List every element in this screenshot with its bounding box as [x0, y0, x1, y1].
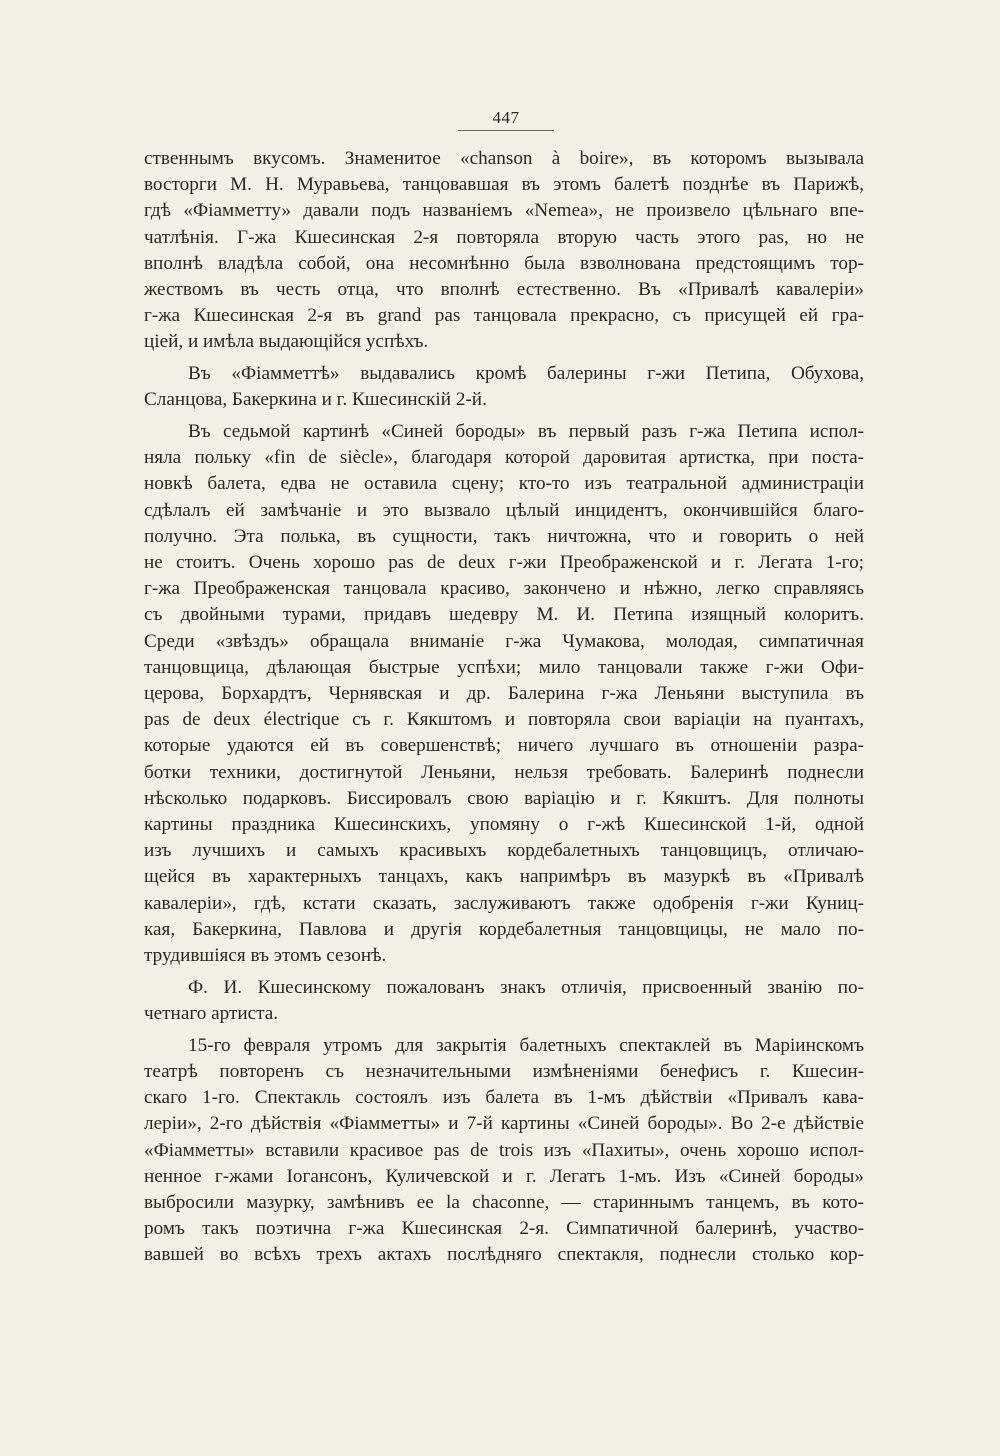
text-line: не стоитъ. Очень хорошо pas de deux г-жи Преображенской и г. Легата 1-го;: [144, 552, 864, 574]
text-line: выбросили мазурку, замѣнивъ ее la chaconne, — стариннымъ танцемъ, въ кото-: [144, 1191, 864, 1213]
text-line: нѣсколько подарковъ. Биссировалъ свою варіацію и г. Кякштъ. Для полноты: [144, 787, 864, 809]
text-line: гдѣ «Фіамметту» давали подъ названіемъ «Nemea», не произвело цѣльнаго впе-: [144, 200, 864, 222]
paragraph-4: [144, 975, 864, 1027]
text-line: картины праздника Кшесинскихъ, упомяну о г-жѣ Кшесинской 1-й, одной: [144, 814, 864, 836]
paragraph-1: [144, 146, 864, 356]
text-line: изъ лучшихъ и самыхъ красивыхъ кордебалетныхъ танцовщицъ, отличаю-: [144, 840, 864, 862]
body-text: [144, 146, 864, 1269]
text-line: театрѣ повторенъ съ незначительными измѣненіями бенефисъ г. Кшесин-: [144, 1060, 864, 1082]
text-line: вполнѣ владѣла собой, она несомнѣнно была взволнована предстоящимъ тор-: [144, 252, 864, 274]
text-line: жествомъ въ честь отца, что вполнѣ естественно. Въ «Привалѣ кавалеріи»: [144, 279, 864, 301]
paragraph-2: [144, 361, 864, 413]
text-line: ненное г-жами Іогансонъ, Куличевской и г. Легатъ 1-мъ. Изъ «Синей бороды»: [144, 1165, 864, 1187]
text-line: получно. Эта полька, въ сущности, такъ ничтожна, что и говорить о ней: [144, 525, 864, 547]
text-line: «Фіамметты» вставили красивое pas de trois изъ «Пахиты», очень хорошо испол-: [144, 1139, 864, 1161]
text-line: кавалеріи», гдѣ, кстати сказать, заслуживаютъ также одобренія г-жи Куниц-: [144, 892, 864, 914]
page-number: 447: [458, 108, 554, 131]
text-line: которые удаются ей въ совершенствѣ; ничего лучшаго въ отношеніи разра-: [144, 735, 864, 757]
text-line: pas de deux électrique съ г. Кякштомъ и повторяла свои варіаціи на пуантахъ,: [144, 709, 864, 731]
text-line: скаго 1-го. Спектакль состоялъ изъ балета въ 1-мъ дѣйствіи «Привалъ кава-: [144, 1087, 864, 1109]
paragraph-5: [144, 1033, 864, 1269]
text-line: танцовщица, дѣлающая быстрые успѣхи; мило танцовали также г-жи Офи-: [144, 656, 864, 678]
text-line: вавшей во всѣхъ трехъ актахъ послѣдняго спектакля, поднесли столько кор-: [144, 1244, 864, 1266]
text-line: г-жа Преображенская танцовала красиво, закончено и нѣжно, легко справляясь: [144, 578, 864, 600]
text-line: ціей, и имѣла выдающійся успѣхъ.: [144, 331, 429, 353]
text-line: ботки техники, достигнутой Леньяни, нельзя требовать. Балеринѣ поднесли: [144, 761, 864, 783]
text-line: Среди «звѣздъ» обращала вниманіе г-жа Чумакова, молодая, симпатичная: [144, 630, 864, 652]
text-line: съ двойными турами, придавъ шедевру М. И. Петипа изящный колоритъ.: [144, 604, 864, 626]
text-line: ственнымъ вкусомъ. Знаменитое «chanson à boire», въ которомъ вызывала: [144, 148, 864, 169]
text-line: чатлѣнія. Г-жа Кшесинская 2-я повторяла вторую часть этого pas, но не: [144, 226, 864, 248]
text-line: новкѣ балета, едва не оставила сцену; кто-то изъ театральной администраціи: [144, 473, 864, 495]
text-line: Сланцова, Бакеркина и г. Кшесинскій 2-й.: [144, 389, 487, 411]
text-line: трудившіяся въ этомъ сезонѣ.: [144, 945, 387, 967]
text-line: церова, Борхардтъ, Чернявская и др. Балерина г-жа Леньяни выступила въ: [144, 683, 864, 705]
text-line: Ф. И. Кшесинскому пожалованъ знакъ отличія, присвоенный званію по-: [188, 976, 864, 998]
text-line: кая, Бакеркина, Павлова и другія кордебалетныя танцовщицы, не мало по-: [144, 918, 864, 940]
text-line: щейся въ характерныхъ танцахъ, какъ напримѣръ въ мазуркѣ въ «Привалѣ: [144, 866, 864, 888]
text-line: леріи», 2-го дѣйствія «Фіамметты» и 7-й картины «Синей бороды». Во 2-е дѣйствіе: [144, 1113, 864, 1135]
text-line: четнаго артиста.: [144, 1003, 279, 1024]
text-line: сдѣлалъ ей замѣчаніе и это вызвало цѣлый инцидентъ, окончившійся благо-: [144, 499, 864, 521]
text-line: 15-го февраля утромъ для закрытія балетныхъ спектаклей въ Маріинскомъ: [188, 1034, 864, 1056]
text-line: ромъ такъ поэтична г-жа Кшесинская 2-я. Симпатичной балеринѣ, участво-: [144, 1218, 864, 1240]
text-line: Въ «Фіамметтѣ» выдавались кромѣ балерины г-жи Петипа, Обухова,: [188, 363, 864, 385]
text-line: восторги М. Н. Муравьева, танцовавшая въ этомъ балетѣ позднѣе въ Парижѣ,: [144, 174, 864, 196]
paragraph-3: [144, 419, 864, 969]
text-line: г-жа Кшесинская 2-я въ grand pas танцовала прекрасно, съ присущей ей гра-: [144, 305, 864, 327]
text-line: няла польку «fin de siècle», благодаря которой даровитая артистка, при поста-: [144, 447, 864, 469]
text-line: Въ седьмой картинѣ «Синей бороды» въ первый разъ г-жа Петипа испол-: [188, 421, 864, 443]
